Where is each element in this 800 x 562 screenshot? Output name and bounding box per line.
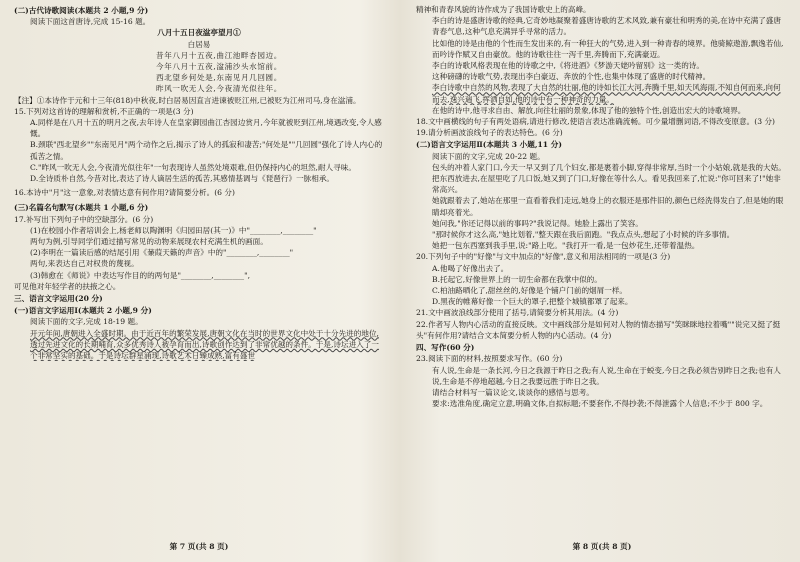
story-paragraph: 包头的冲着人家门口,今天一早又到了几个妇女,都是裹着小脚,穿得非常厚,当时一个小姑娘,就是我的大姑。 <box>432 162 786 172</box>
page-8 <box>416 4 788 554</box>
section-heading-writing: 四、写作(60 分) <box>416 343 475 353</box>
option-c: C.柏油路晒化了,甜丝丝的,好像是个铺户门前的烟屑一样。 <box>432 286 628 296</box>
question-19: 19.请分析画波浪线句子的表达特色。(6 分) <box>416 128 563 138</box>
question-20: 20.下列句子中的"好像"与文中加点的"好像",意义和用法相同的一项是(3 分) <box>416 252 671 262</box>
instruction: 阅读下面的文字,完成 20-22 题。 <box>432 151 545 161</box>
writing-requirements: 要求:选准角度,确定立意,明确文体,自拟标题;不要套作,不得抄袭;不得泄露个人信息;不少于 800 字。 <box>432 399 768 409</box>
option-a: A.同样是在八月十五的明月之夜,去年诗人在皇家御园曲江杏园边赏月,今年就被贬到江州,境遇改变,令人感慨。 <box>30 118 382 139</box>
question-15: 15.下列对这首诗的理解和赏析,不正确的一项是(3 分) <box>14 106 194 116</box>
question-23: 23.阅读下面的材料,按照要求写作。(60 分) <box>416 354 563 364</box>
blank-3-context: 可见他对年轻学者的扶掖之心。 <box>14 281 121 291</box>
blank-2: (2)李明在一篇读后感的结尾引用《蒹葭天籁的声音》中的"________,________" <box>30 248 294 258</box>
option-d: D.全诗质朴自然,今昔对比,表达了诗人谪居生活的孤苦,其感情基调与《琵琶行》一脉相承。 <box>30 174 335 184</box>
story-paragraph: "那时候你才这么高,"她比划着,"整天跟在我后面跑。"我点点头,想起了小时候的许多事情。 <box>432 230 735 240</box>
passage-paragraph-wavy: 李白诗歌中自然的风物,表现了大自然的壮丽,他的诗如长江大河,奔腾千里,如天风海雨,不知自何而来,向何而去,逸兴遄飞,挥洒自如,他的诗中有一种神奇的力量。 <box>432 83 781 104</box>
option-a: A.他喝了好像出去了。 <box>432 263 509 273</box>
poem-title: 八月十五日夜湓亭望月① <box>157 28 241 38</box>
passage-paragraph: 在他的诗中,他寻求自由、解放,向往壮丽的景象,体现了他的独特个性,创造出宏大的诗歌境界。 <box>432 105 746 115</box>
blank-2-context: 两句,来表达自己对权贵的蔑视。 <box>30 259 139 269</box>
story-paragraph: 把东西放进去,在屋里吃了几口饭,她又到了门口,好像在等什么人。看见我回来了,忙说:"你可回来了!"她非常高兴。 <box>432 174 781 195</box>
section-heading-recitation: (三)名篇名句默写(本题共 1 小题,6 分) <box>14 203 149 213</box>
writing-material: 有人说,生命是一条长河,今日之我源于昨日之我;有人说,生命在于蜕变,今日之我必须告别昨日之我;也有人说,生命是不停地超越,今日之我要远胜于昨日之我。 <box>432 365 781 386</box>
passage-paragraph: 李白的诗歌风格表现在他的诗歌之中,《将进酒》《梦游天姥吟留别》这一类的诗。 <box>432 61 704 71</box>
blank-1: (1)在校园小作者培训会上,杨老师以陶渊明《归园田居(其一)》中"________,________" <box>30 225 317 235</box>
blank-1-context: 两句为例,引导同学们通过描写常见的动物来展现农村充满生机的画面。 <box>30 237 268 247</box>
story-paragraph: 她问我,"你还记得以前的事吗?"我说记得。她脸上露出了笑容。 <box>432 218 643 228</box>
story-paragraph: 她把一包东西塞到我手里,说:"路上吃。"我打开一看,是一包炒花生,还带着温热。 <box>432 241 700 251</box>
story-paragraph: 她就跟着去了,她站在那里一直看着我们走远,她身上的衣服还是那件旧的,颜色已经洗得发白了,但是她的眼睛却亮着光。 <box>432 196 784 217</box>
writing-prompt: 请结合材料写一篇议论文,谈谈你的感悟与思考。 <box>432 387 594 397</box>
poem-line: 昔年八月十五夜,曲江池畔杏园边。 <box>156 50 282 60</box>
poem-note: 【注】①本诗作于元和十三年(818)中秋夜,时白居易因直言进谏被贬江州,已被贬为江州司马,身在湓浦。 <box>14 95 361 105</box>
instruction: 阅读下面这首唐诗,完成 15-16 题。 <box>30 17 151 27</box>
page-footer: 第 7 页(共 8 页) <box>169 541 229 551</box>
passage-paragraph: 这种磅礴的诗歌气势,表现出李白豪迈、奔放的个性,也集中体现了盛唐的时代精神。 <box>432 72 711 82</box>
question-21: 21.文中画波浪线部分使用了括号,请简要分析其用法。(4 分) <box>416 308 619 318</box>
passage-line: 精神和青春风貌的诗作成为了我国诗歌史上的高峰。 <box>416 5 591 14</box>
subsection-heading-language-1: (一)语言文字运用Ⅰ(本题共 2 小题,9 分) <box>14 306 152 316</box>
option-d: D.黑夜的帷幕好像一个巨大的罩子,把整个城镇都罩了起来。 <box>432 297 633 307</box>
page-footer: 第 8 页(共 8 页) <box>572 541 632 551</box>
question-16: 16.本诗中"月"这一意象,对表情达意有何作用?请简要分析。(6 分) <box>14 188 235 198</box>
option-b: B.托起它,好像世界上的一切生命都在我掌中似的。 <box>432 274 602 284</box>
option-c: C."昨风一吹无人会,今夜清光似往年"一句表现诗人虽然处境艰难,但仍保持内心的坦然,耐人寻味。 <box>30 162 356 172</box>
section-heading-poetry: (二)古代诗歌阅读(本题共 2 小题,9 分) <box>14 6 149 15</box>
instruction: 阅读下面的文字,完成 18-19 题。 <box>30 317 143 327</box>
poem-line: 昨风一吹无人会,今夜清光似往年。 <box>156 84 282 94</box>
page-7 <box>14 4 384 554</box>
reading-passage: 开元年间,唐朝进入全盛时期。由于近百年的繁荣发展,唐朝文化在当时的世界文化中处于十分先进的地位,透过先进文化的长期哺育,众多优秀诗人被孕育而出,诗歌创作达到了非常优越的条件。于是,诗坛进入了一个非常坚实的基础。于是诗坛群星涌现,诗歌艺术日臻成熟,富有盛世 <box>30 328 379 361</box>
blank-3: (3)韩愈在《师说》中表达写作目的的两句是"________,________", <box>30 270 251 280</box>
poem-line: 西北望乡何处是,东南见月几回圆。 <box>156 73 282 83</box>
section-heading-language: 三、语言文字运用(20 分) <box>14 294 103 304</box>
question-17: 17.补写出下列句子中的空缺部分。(6 分) <box>14 214 154 224</box>
passage-paragraph: 李白的诗是盛唐诗歌的经典,它奇妙地凝聚着盛唐诗歌的艺术风致,兼有豪壮和明秀的美,在诗中充满了盛唐青春气息,这种气息充满异乎寻常的活力。 <box>432 16 781 37</box>
poem-author: 白居易 <box>187 39 211 49</box>
poem-line: 今年八月十五夜,湓浦沙头水馆前。 <box>156 62 282 72</box>
option-b: B.颈联"西北望乡""东南见月"两个动作之后,揭示了诗人的孤寂和凄苦;"何处是""几回圆"强化了诗人内心的孤苦之情。 <box>30 140 383 161</box>
passage-paragraph: 比如他的诗是由他的个性而生发出来的,有一种狂大的气势,进入到一种青春的境界。他骑鲸遨游,飘逸若仙,而吟诗作赋又自由豪放。他的诗歌往往一泻千里,奔腾而下,充满豪迈。 <box>432 38 784 59</box>
question-22: 22.作者写人物内心活动的直接反映。文中画线部分是如何对人物的情态描写"笑眯眯地拉着嘴""说完又挺了挺头"有何作用?请结合文本简要分析人物的内心活动。(4 分) <box>416 319 781 340</box>
subsection-heading-language-2: (二)语言文字运用Ⅱ(本题共 3 小题,11 分) <box>416 140 562 150</box>
question-18: 18.文中画横线的句子有两处语病,请进行修改,使语言表达准确流畅。可少量增删词语,不得改变原意。(3 分) <box>416 117 776 127</box>
